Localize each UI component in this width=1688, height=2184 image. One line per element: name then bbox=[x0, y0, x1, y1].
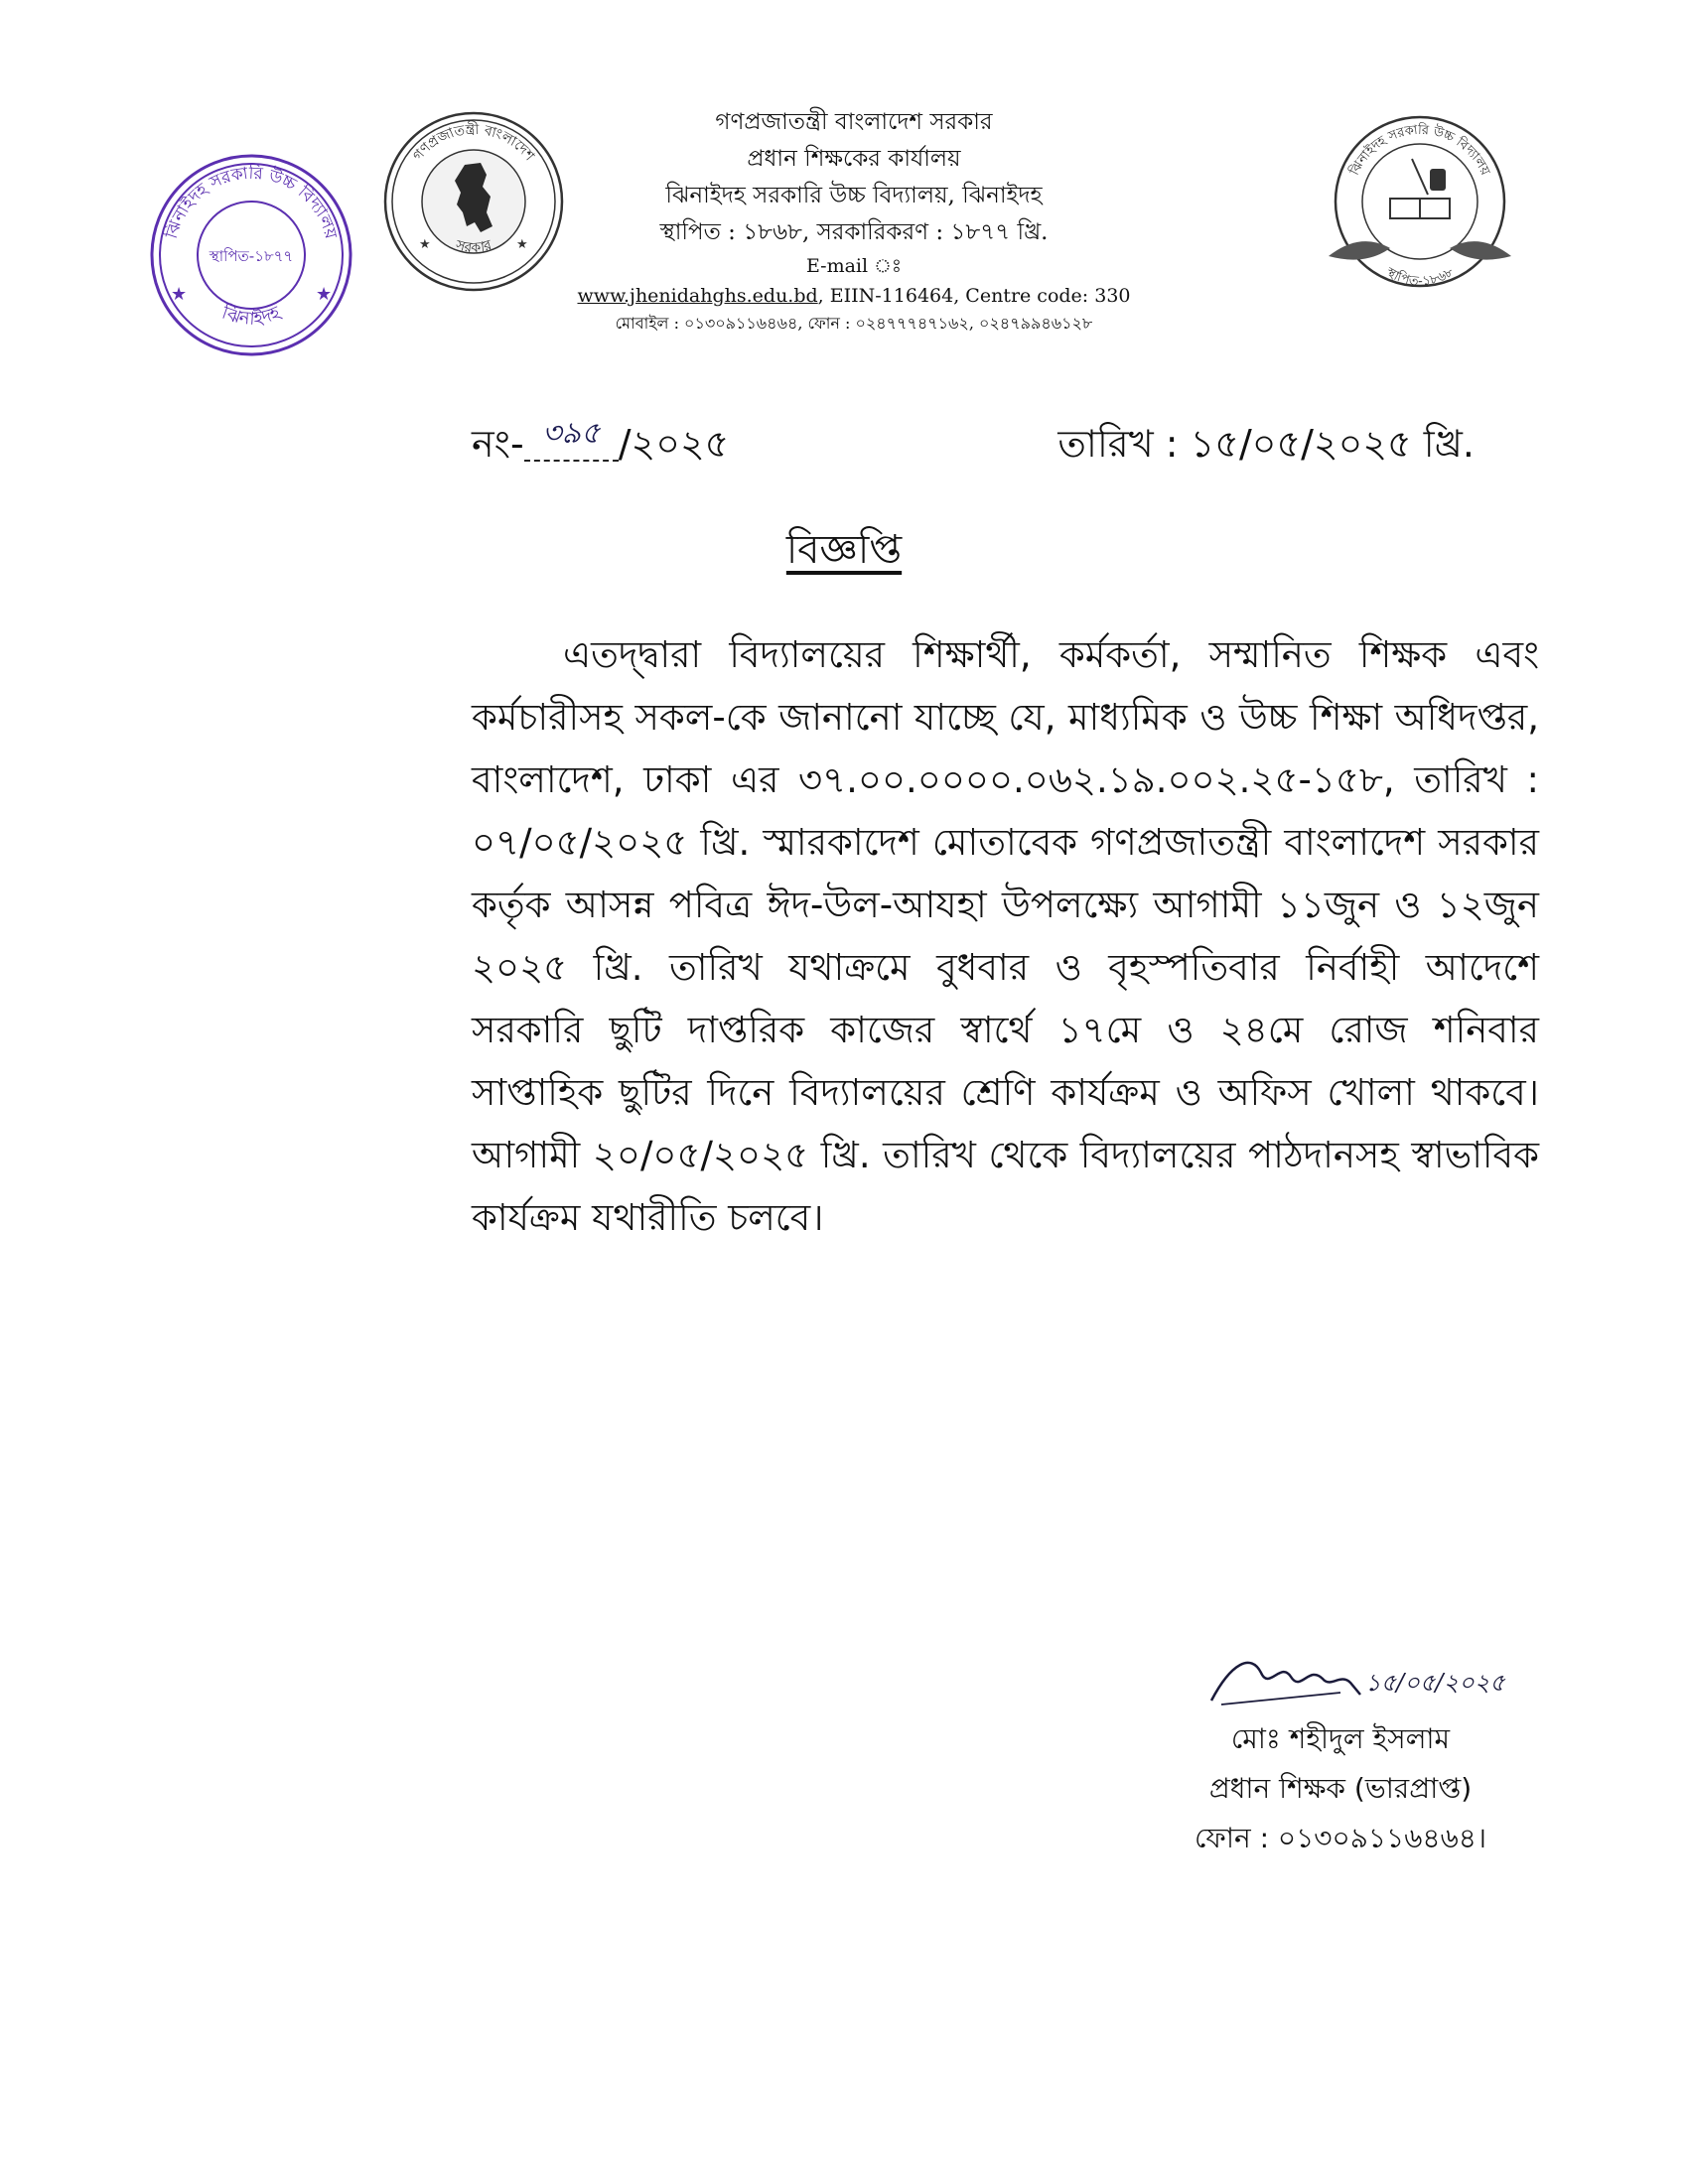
star-icon: ★ bbox=[516, 237, 528, 252]
svg-text:ঝিনাইদহ bbox=[218, 302, 285, 330]
memo-number-handwritten: ৩৯৫ bbox=[524, 409, 619, 462]
notice-body: এতদ্দ্বারা বিদ্যালয়ের শিক্ষার্থী, কর্মকর্তা, সম্মানিত শিক্ষক এবং কর্মচারীসহ সকল-কে জানানো যাচ্ছে যে, মাধ্যমিক ও উচ্চ শিক্ষা অধিদপ্তর, বাংলাদেশ, ঢাকা এর ৩৭.০০.০০০০.০৬২.১৯.০০২.২৫-১৫৮, তারিখ : ০৭/০৫/২০২৫ খ্রি. স্মারকাদেশ মোতাবেক গণপ্রজাতন্ত্রী বাংলাদেশ সরকার কর্তৃক আসন্ন পবিত্র ঈদ-উল-আযহা উপলক্ষ্যে আগামী ১১জুন ও ১২জুন ২০২৫ খ্রি. তারিখ যথাক্রমে বুধবার ও বৃহস্পতিবার নির্বাহী আদেশে সরকারি ছুটি দাপ্তরিক কাজের স্বার্থে ১৭মে ও ২৪মে রোজ শনিবার সাপ্তাহিক ছুটির দিনে বিদ্যালয়ের শ্রেণি কার্যক্রম ও অফিস খোলা থাকবে। আগামী ২০/০৫/২০২৫ খ্রি. তারিখ থেকে বিদ্যালয়ের পাঠদানসহ স্বাভাবিক কার্যক্রম যথারীতি চলবে। bbox=[472, 633, 1539, 1239]
school-seal-top-text: ঝিনাইদহ সরকারি উচ্চ বিদ্যালয় bbox=[161, 163, 342, 241]
memo-number-prefix: নং- bbox=[472, 422, 524, 466]
govt-seal-top-text: গণপ্রজাতন্ত্রী বাংলাদেশ bbox=[409, 121, 538, 165]
logo-top-text: ঝিনাইদহ সরকারি উচ্চ বিদ্যালয় bbox=[1346, 122, 1493, 179]
svg-text:স্থাপিত-১৮৬৮ bbox=[1383, 265, 1458, 290]
government-name: গণপ্রজাতন্ত্রী বাংলাদেশ সরকার bbox=[715, 109, 993, 135]
signature-date: ১৫/০৫/২০২৫ bbox=[1365, 1669, 1505, 1697]
institution-codes: , EIIN-116464, Centre code: 330 bbox=[817, 285, 1131, 307]
website-link[interactable]: www.jhenidahghs.edu.bd bbox=[577, 285, 818, 307]
govt-seal-bottom-text: সরকার bbox=[453, 237, 494, 257]
signature bbox=[1152, 1643, 1529, 1714]
leaf-icon bbox=[1450, 241, 1511, 259]
star-icon: ★ bbox=[171, 284, 188, 305]
school-seal-bottom-text: ঝিনাইদহ bbox=[218, 302, 284, 330]
memo-number-suffix: /২০২৫ bbox=[618, 422, 730, 466]
ink-pot-icon bbox=[1430, 169, 1446, 191]
website-line bbox=[556, 281, 1152, 311]
school-round-seal bbox=[147, 151, 355, 359]
signatory-phone: ফোন : ০১৩০৯১১৬৪৬৪। bbox=[1195, 1822, 1486, 1854]
logo-bottom-text: স্থাপিত-১৮৬৮ bbox=[1383, 264, 1457, 290]
leaf-icon bbox=[1329, 241, 1390, 259]
signature-block bbox=[1152, 1643, 1529, 1863]
signature-stroke bbox=[1211, 1663, 1360, 1701]
svg-text:ঝিনাইদহ সরকারি উচ্চ বিদ্যালয় bbox=[1346, 122, 1493, 179]
notice-title-text: বিজ্ঞপ্তি bbox=[785, 527, 903, 573]
quill-icon bbox=[1412, 159, 1428, 195]
office-name: প্রধান শিক্ষকের কার্যালয় bbox=[747, 146, 961, 172]
star-icon: ★ bbox=[419, 237, 431, 252]
signatory-name: মোঃ শহীদুল ইসলাম bbox=[1230, 1722, 1451, 1755]
government-seal bbox=[381, 109, 566, 294]
letterhead bbox=[556, 104, 1152, 337]
reference-row bbox=[472, 415, 1475, 478]
notice-title bbox=[0, 518, 1688, 585]
email-label: E-mail ঃ bbox=[805, 255, 903, 277]
signatory-designation: প্রধান শিক্ষক (ভারপ্রাপ্ত) bbox=[1208, 1772, 1473, 1805]
contact-numbers: মোবাইল : ০১৩০৯১১৬৪৬৪, ফোন : ০২৪৭৭৭৪৭১৬২, ০২৪৭৯৯৪৬১২৮ bbox=[615, 314, 1093, 333]
school-logo bbox=[1321, 107, 1519, 306]
notice-date: তারিখ : ১৫/০৫/২০২৫ খ্রি. bbox=[1057, 422, 1475, 466]
memo-number bbox=[472, 415, 729, 478]
school-seal-center-text: স্থাপিত-১৮৭৭ bbox=[209, 247, 294, 265]
star-icon: ★ bbox=[316, 284, 333, 305]
school-name: ঝিনাইদহ সরকারি উচ্চ বিদ্যালয়, ঝিনাইদহ bbox=[665, 183, 1043, 208]
establishment-info: স্থাপিত : ১৮৬৮, সরকারিকরণ : ১৮৭৭ খ্রি. bbox=[659, 219, 1049, 245]
book-icon bbox=[1390, 199, 1420, 218]
